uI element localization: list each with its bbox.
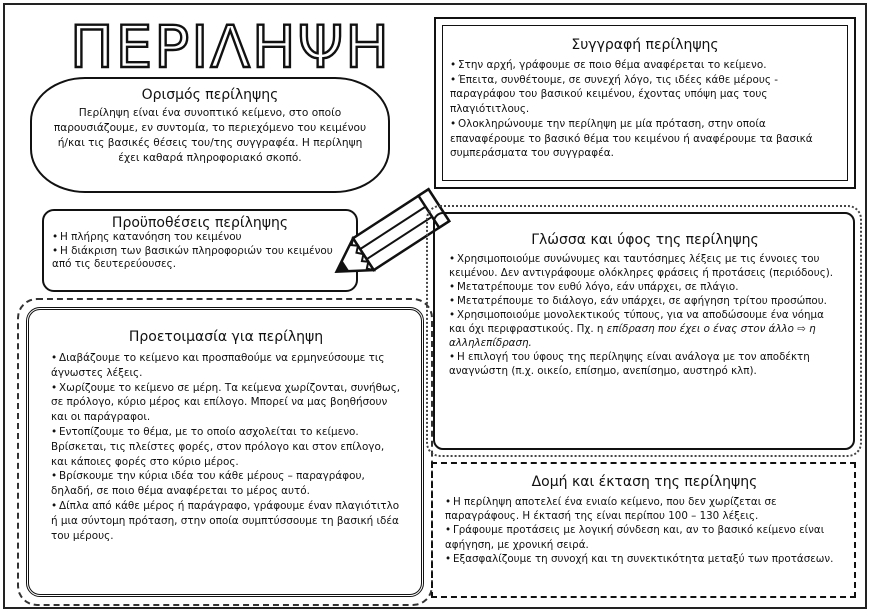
list-item: • Έπειτα, συνθέτουμε, σε συνεχή λόγο, τις ιδέες κάθε μέρους - παραγράφου του βασικού κειμένου, έχοντας υπόψη μας τους πλαγιότιτλους. xyxy=(450,73,778,116)
list-item: • Η επιλογή του ύφους της περίληψης είναι ανάλογα με τον αποδέκτη αναγνώστη (π.χ. οικείο, επίσημο, ανεπίσημο, αυστηρό κλπ). xyxy=(449,351,810,377)
bullet-icon: • xyxy=(51,470,58,483)
list-item: • Εντοπίζουμε το θέμα, με το οποίο ασχολείται το κείμενο. Βρίσκεται, τις πλείστες φορές, στον πρόλογο και στον επίλογο, και κάποιες φορές στο κύριο μέρος. xyxy=(51,425,385,468)
preparation-box xyxy=(26,307,424,597)
preparation-list xyxy=(51,351,401,543)
list-item: • Στην αρχή, γράφουμε σε ποιο θέμα αναφέρεται το κείμενο. xyxy=(450,59,767,71)
bullet-icon: • xyxy=(449,351,456,363)
list-item: • Διαβάζουμε το κείμενο και προσπαθούμε να ερμηνεύσουμε τις άγνωστες λέξεις. xyxy=(51,352,385,379)
page-title: ΠΕΡΙΛΗΨΗ xyxy=(70,13,391,81)
bullet-icon: • xyxy=(51,425,58,438)
list-item: • Γράφουμε προτάσεις με λογική σύνδεση και, αν το βασικό κείμενο είναι αφήγηση, με χρονική σειρά. xyxy=(445,524,825,551)
bullet-icon: • xyxy=(51,499,58,512)
bullet-icon: • xyxy=(445,524,452,537)
bullet-icon: • xyxy=(51,381,58,394)
prerequisites-list xyxy=(52,231,348,272)
bullet-icon: • xyxy=(51,352,58,364)
bullet-icon: • xyxy=(449,281,456,293)
bullet-icon: • xyxy=(52,231,59,243)
list-item: • Ολοκληρώνουμε την περίληψη με μία πρόταση, στην οποία επαναφέρουμε το βασικό θέμα του κειμένου ή αναφέρουμε τα βασικά συμπεράσματα του συγγραφέα. xyxy=(450,117,813,160)
list-item: • Η πλήρης κατανόηση του κειμένου xyxy=(52,231,242,243)
list-item: • Χρησιμοποιούμε συνώνυμες και ταυτόσημες λέξεις με τις έννοιες του κειμένου. Δεν αντιγράφουμε ολόκληρες φράσεις ή προτάσεις (περιόδους). xyxy=(449,253,834,279)
prerequisites-heading: Προϋποθέσεις περίληψης xyxy=(111,215,289,231)
bullet-icon: • xyxy=(449,309,456,321)
list-item: • Μετατρέπουμε τον ευθύ λόγο, εάν υπάρχει, σε πλάγιο. xyxy=(449,281,739,293)
preparation-heading: Προετοιμασία για περίληψη xyxy=(128,329,324,345)
bullet-icon: • xyxy=(445,496,452,508)
list-item: • Χρησιμοποιούμε μονολεκτικούς τύπους, για να αποδώσουμε ένα νόημα και όχι περιφραστικούς. Πχ. η επίδραση που έχει ο ένας στον άλλο ⇨ η αλληλεπίδραση. xyxy=(449,309,824,349)
prerequisites-box xyxy=(42,209,358,292)
bullet-icon: • xyxy=(52,244,59,257)
language-heading: Γλώσσα και ύφος της περίληψης xyxy=(531,232,759,248)
bullet-icon: • xyxy=(449,253,456,265)
list-item: • Μετατρέπουμε το διάλογο, εάν υπάρχει, σε αφήγηση τρίτου προσώπου. xyxy=(449,295,827,307)
structure-heading: Δομή και έκταση της περίληψης xyxy=(531,474,758,490)
list-item: • Η διάκριση των βασικών πληροφοριών του κειμένου από τις δευτερεύουσες. xyxy=(52,244,333,270)
bullet-icon: • xyxy=(450,117,457,130)
language-list xyxy=(449,252,841,378)
language-box xyxy=(433,212,855,450)
bullet-icon: • xyxy=(450,59,457,71)
writing-list xyxy=(450,58,840,161)
example-text: επίδραση που έχει ο ένας στον άλλο ⇨ η αλληλεπίδραση. xyxy=(449,323,816,349)
bullet-icon: • xyxy=(445,552,452,565)
writing-heading: Συγγραφή περίληψης xyxy=(571,37,719,53)
writing-box xyxy=(434,17,856,189)
list-item: • Βρίσκουμε την κύρια ιδέα του κάθε μέρους – παραγράφου, δηλαδή, σε ποιο θέμα αναφέρεται το μέρος αυτό. xyxy=(51,470,365,498)
list-item: • Χωρίζουμε το κείμενο σε μέρη. Τα κείμενα χωρίζονται, συνήθως, σε πρόλογο, κύριο μέρος και επίλογο. Μπορεί να μας βοηθήσουν και οι παράγραφοι. xyxy=(51,381,401,424)
bullet-icon: • xyxy=(449,295,456,307)
bullet-icon: • xyxy=(450,73,457,86)
definition-text: Περίληψη είναι ένα συνοπτικό κείμενο, στο οποίο παρουσιάζουμε, εν συντομία, το περιεχόμενο του κειμένου ή/και τις βασικές θέσεις του/της συγγραφέα. Η περίληψη έχει καθαρά πληροφοριακό σκοπό. xyxy=(53,107,367,164)
list-item: • Εξασφαλίζουμε τη συνοχή και τη συνεκτικότητα μεταξύ των προτάσεων. xyxy=(445,552,834,565)
structure-list xyxy=(445,495,844,566)
structure-box xyxy=(431,462,856,598)
list-item: • Δίπλα από κάθε μέρος ή παράγραφο, γράφουμε έναν πλαγιότιτλο ή μια σύντομη πρόταση, στην οποία συμπτύσσουμε τη βασική ιδέα του μέρους. xyxy=(51,499,400,542)
definition-heading: Ορισμός περίληψης xyxy=(141,87,279,103)
list-item: • Η περίληψη αποτελεί ένα ενιαίο κείμενο, που δεν χωρίζεται σε παραγράφους. Η έκτασή της είναι περίπου 100 – 130 λέξεις. xyxy=(445,496,777,523)
